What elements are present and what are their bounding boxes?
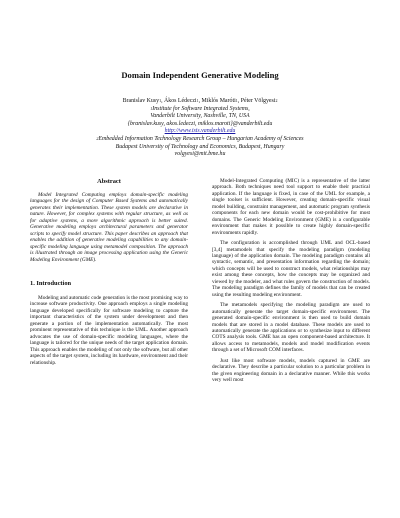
paper-title: Domain Independent Generative Modeling (121, 70, 279, 80)
intro-paragraph: Modeling and automatic code generation is the most promising way to increase software productivity. One approach employs a single modeling language developed specifically for software modeling to capture the important characteristics of the system under development and then generate a portion of the implementation automatically. The most prominent representative of this technique is the UML. Another approach advocates the use of domain-specific modeling languages, where the language is tailored for the unique needs of the target application domain. This approach enables the modeling of not only the software, but all other aspects of the target system, including its hardware, environment and their relationship. (30, 294, 188, 366)
affiliation-1-emails: {branislav.kusy, akos.ledeczi, miklos.maroti}@vanderbilt.edu (127, 120, 273, 127)
affiliation-name: Embedded Information Technology Research Group – Hungarian Academy of Sciences (98, 135, 304, 142)
author-name: Péter Völgyesi (240, 98, 276, 104)
affiliation-1 (0, 106, 400, 114)
affiliation-2-place: Budapest University of Technology and Economics, Budapest, Hungary (115, 143, 285, 150)
right-column (212, 178, 370, 388)
author-name: Branislav Kusy (122, 98, 160, 104)
author-sup: 1 (159, 98, 162, 103)
author-sup: 2 (275, 98, 278, 103)
affiliation-2 (0, 136, 400, 144)
affiliation-sup: 1 (150, 105, 153, 111)
section-heading-introduction: 1. Introduction (30, 279, 72, 287)
body-paragraph: Just like most software models, models captured in GME are declarative. They describe a particular solution to a particular problem in the given engineering domain in a declarative manner. While this works very well most (212, 357, 370, 384)
author-sup: 1 (196, 98, 199, 103)
left-column (30, 178, 188, 370)
body-paragraph: Model-Integrated Computing (MIC) is a representative of the latter approach. Both techniques need tool support to enable their practical application. If the language is fixed, in case of the UML for example, a single toolset is sufficient. However, creating domain-specific visual model building, constraint management, and automatic program synthesis components for each new domain would be cost-prohibitive for most domains. The Generic Modeling Environment (GME) is a configurable environment that makes it possible to create highly domain-specific environments rapidly. (212, 178, 370, 236)
author-block (0, 98, 400, 159)
author-names: Branislav Kusy$^1$, Ákos Lédeczi$^1$, Miklós Maróti$^1$, Péter Völgyesi$^2$ (122, 98, 278, 104)
affiliation-1-url-link[interactable]: http://www.isis.vanderbilt.edu (164, 128, 236, 135)
author-name: Miklós Maróti (201, 98, 236, 104)
author-name: Ákos Lédeczi (164, 98, 197, 104)
affiliation-sup: 2 (96, 135, 99, 141)
affiliation-name: Institute for Software Integrated Systems, (152, 105, 250, 112)
body-paragraph: The configuration is accomplished through UML and OCL-based [3,4] metamodels that specify the modeling paradigm (modeling language) of the application domain. The modeling paradigm contains all syntactic, semantic, and presentation information regarding the domain; which concepts will be used to construct models, what relationships may exist among these concepts, how the concepts may be organized and viewed by the modeler, and what rules govern the construction of models. The modeling paradigm defines the family of models that can be created using the resulting modeling environment. (212, 240, 370, 298)
abstract-heading: Abstract (97, 178, 121, 185)
abstract-text: Model Integrated Computing employs domain-specific modeling languages for the design of Computer Based Systems and automatically generates their implementation. These system models are declarative in nature. However, for complex systems with regular structure, as well as for adaptive systems, a more algorithmic approach is better suited. Generative modeling employs architectural parameters and generator scripts to specify model structure. This paper describes an approach that enables the addition of generative modeling capabilities to any domain-specific modeling language using metamodel composition. The approach is illustrated through an image processing application using the Generic Modeling Environment (GME). (30, 192, 188, 263)
author-sup: 1 (235, 98, 238, 103)
affiliation-1-place: Vanderbilt University, Nashville, TN, USA (150, 113, 250, 120)
body-paragraph: The metamodels specifying the modeling paradigm are used to automatically generate the target domain-specific environment. The generated domain-specific environment is then used to build domain models that are stored in a model database. These models are used to automatically generate the applications or to synthesize input to different COTS analysis tools. GME has an open component-based architecture. It allows access to metamodels, models and model modification events through a set of Microsoft COM interfaces. (212, 302, 370, 354)
affiliation-2-email: volgyesi@mit.bme.hu (174, 151, 226, 158)
